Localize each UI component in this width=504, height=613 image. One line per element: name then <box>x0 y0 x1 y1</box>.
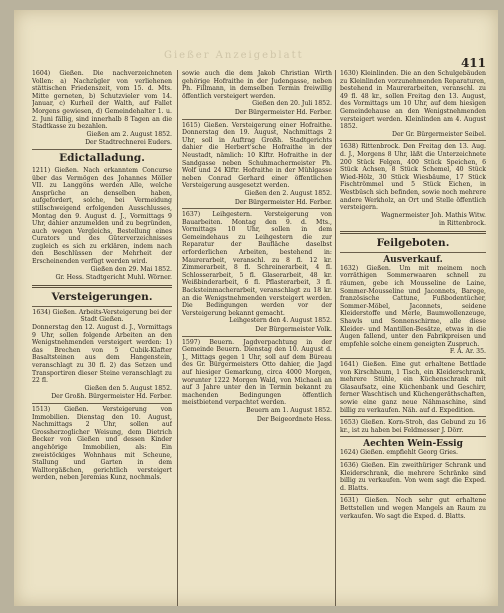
divider <box>340 358 486 359</box>
column-rule-2 <box>335 70 336 606</box>
page-number: 411 <box>460 56 486 70</box>
divider <box>32 403 172 404</box>
notice-1615 <box>182 122 332 207</box>
notice-text: 1604) Gießen. Die nachverzeichneten Vollen: a) Nachzügler von verliehenen stättischen Friedenszeit, vom 15. d. Mts. Mitte gerneten, b) Schutzvieler vom 14. Januar, c) Kurheil der Walth, auf Fallet Morgens gewiesen, d) Gemeindehalter 1. u. 2. Juni fällig, sind innerhalb 8 Tagen an die Stadtkasse zu bezahlen. <box>32 70 172 131</box>
section-title-edictalladung: Edictalladung. <box>59 151 145 164</box>
notice-signature: Der Großh. Bürgermeister Hd. Ferber. <box>51 393 172 401</box>
notice-text: sowie auch die dem Jakob Christian Wirth gehörige Hofraithe in der Judengasse, neben Ph. Fillmann, in demselben Termin freiwillig öffentlich versteigert werden. <box>182 70 332 100</box>
notice-date: Gießen am 2. August 1852. <box>86 130 172 138</box>
column-rule-1 <box>177 70 178 606</box>
notice-1632 <box>340 255 486 356</box>
notice-heading: Aechten Wein-Essig <box>363 439 463 450</box>
notice-1634 <box>32 309 172 401</box>
notice-1631 <box>340 497 486 520</box>
newspaper-page <box>14 10 498 606</box>
notice-text: 1637) Leihgestern. Versteigerung von Bauarbeiten. Montag den 9. d. Mts., Vormittags 10 Uhr, sollen in dem Gemeindehaus zu Leihgestern die zur Reparatur der Baufläche daselbst erforderlichen Arbeiten, bestehend in: Maurerarbeit, veranschl. zu 8 fl. 12 kr. Zimmerarbeit, 8 fl. Schreinerarbeit, 4 fl. Schlosserarbeit, 5 fl. Glaserarbeit, 48 kr. Weißbinderarbeit, 6 fl. Pflasterarbeit, 3 fl. Backsteinmacherarbeit, veranschlagt zu 18 kr. an die Wenigstnehmenden versteigert werden. Die Bedingungen werden vor der Versteigerung bekannt gemacht. <box>182 211 332 317</box>
notice-text: 1641) Gießen. Eine gut erhaltene Bettlade von Kirschbaum, 1 Tisch, ein Kleiderschrank, mehrere Stühle, ein Küchenschrank mit Glasaufsatz, eine Küchenbank und Geschirr, ferner Waschtisch und Küchengeräthschaften, sowie eine ganz neue Nähmaschine, sind billig zu verkaufen. Näh. auf d. Expedition. <box>340 361 486 414</box>
divider <box>182 208 332 209</box>
notice-1641 <box>340 361 486 414</box>
notice-signature: Gr. Hess. Stadtgericht Muhl. Wörner. <box>55 274 172 282</box>
notice-1637 <box>182 211 332 334</box>
faint-header: Gießer Anzeigeblatt <box>164 50 304 61</box>
notice-text: 1513) Gießen. Versteigerung von Immobilien. Dienstag den 10. August, Nachmittags 2 Uhr, sollen auf Grossherzoglicher Weisung, dem Dietrich Becker von Gießen und dessen Kinder angehörige Immobilien, als: Ein zweistöckiges Wohnhaus mit Scheune, Stallung und Garten in dem Walltorgäßchen, gerichtlich versteigert werden, neben Jeremias Kunz, nochmals. <box>32 405 172 482</box>
notice-date: Leihgestern den 4. August 1852. <box>229 317 332 325</box>
divider <box>182 336 332 337</box>
divider <box>340 252 486 253</box>
notice-header: 1634) Gießen. Arbeits-Versteigerung bei der Stadt Gießen. <box>32 308 172 324</box>
divider <box>340 140 486 141</box>
column-3 <box>340 70 486 606</box>
notice-1597 <box>182 339 332 424</box>
notice-text: 1636) Gießen. Ein zweithüriger Schrank und Kleiderschrank, die mehrere Schränke sind billig zu verkaufen. Von wem sagt die Exped. d. Blatts. <box>340 461 486 492</box>
notice-date: Gießen den 29. Mai 1852. <box>90 265 172 273</box>
notice-1638 <box>340 143 486 228</box>
notice-text: 1632) Gießen. Um mit meinem noch vorräthigen Sommerwaaren schnell zu räumen, gebe ich Mousseline de Laine, Sommer-Mousseline und Jaconnets, Barege, französische Cattune, Fußbodentücher, Sommer-Möbel, Jaconnets, seidene Kleiderstoffe und Merle, Baumwollenzeuge, Shawls und Sonnenschirme, alle diese Kleider- und Mantillen-Besätze, etwas in die Augen fallend, unter den Fabrikpreisen und empfehle solche einem geneigten Zuspruch. <box>340 264 486 348</box>
notice-text: 1615) Gießen. Versteigerung einer Hofraithe. Donnerstag den 19. August, Nachmittags 2 Uhr, soll in Auftrag Großh. Stadtgerichts dahier die Herbert'sche Hofraithe in der Neustadt, nämlich: 10 Klftr. Hofraithe in der Sandgasse neben Schuhmachermeister Ph. Wolf und 24 Klftr. Hofraithe in der Mühlgasse neben Conrad Gerhard einer öffentlichen Versteigerung ausgesetzt werden. <box>182 121 332 190</box>
divider <box>32 306 172 307</box>
notice-date: Gießen den 2. August 1852. <box>244 189 332 197</box>
notice-text: 1638) Rittenbrock. Den Freitag den 13. Aug. d. J., Morgens 8 Uhr, läßt die Unterzeichnete 200 Stück Felgen, 400 Stück Speichen, 6 Stück Achsen, 8 Stück Schemel, 40 Stück Wied-Hölz, 30 Stück Wiesbäume, 17 Stück Fischtrömmel und 5 Stück Eichen, in Westbüsch sich befinden, sowie noch mehrere andere Werkholz, an Ort und Stelle öffentlich versteigern. <box>340 143 486 212</box>
section-title-feilgeboten: Feilgeboten. <box>376 236 450 249</box>
notice-signature: F. A. Ar. 35. <box>449 348 486 356</box>
notice-signature: Der Bürgermeister Hd. Ferber. <box>234 198 332 206</box>
notice-1513 <box>32 406 172 482</box>
section-title-versteigerungen: Versteigerungen. <box>51 290 153 303</box>
notice-text: 1630) Kleinlinden. Die an den Schulgebäuden zu Kleinlinden vorzunehmenden Reparaturen, bestehend in Maurerarbeiten, veranschl. zu 49 fl. 48 kr., sollen Freitag den 13. August, des Vormittags um 10 Uhr, auf dem hiesigen Gemeindehause an den Wenigstnehmenden versteigert werden. Kleinlinden am 4. August 1852. <box>340 70 486 131</box>
notice-text: 1653) Gießen. Korn-Stroh, das Gebund zu 16 kr., ist zu haben bei Feldmesser J. Dörr. <box>340 419 486 434</box>
column-2 <box>182 70 332 606</box>
notice-date: Beuern am 1. August 1852. <box>246 406 332 414</box>
notice-1624 <box>340 439 486 457</box>
notice-heading: Ausverkauf. <box>383 254 443 265</box>
column-1 <box>32 70 172 606</box>
notice-signature: Der Bürgermeister Volk. <box>255 326 332 333</box>
notice-signature: Der Beigeordnete Hess. <box>256 415 332 423</box>
divider <box>182 119 332 120</box>
notice-text: 1597) Beuern. Jagdverpachtung in der Gemeinde Beuern. Dienstag den 10. August d. J., Mittags gegen 1 Uhr, soll auf dem Büreau des Gr. Bürgermeisters Otto dahier, die Jagd auf hiesiger Gemarkung, circa 4000 Morgen, worunter 1222 Morgen Wald, von Michaeli an auf 3 Jahre unter den in Termin bekannt zu machenden Bedingungen öffentlich meistbietend verpachtet werden. <box>182 338 332 407</box>
notice-text: Donnerstag den 12. August d. J., Vormittags 9 Uhr, sollen folgende Arbeiten an den Wenigstnehmenden versteigert werden: 1) das Brechen von 5 Cubik-Klafter Basaltsteinen aus dem Hangenstein, veranschlagt zu 30 fl. 2) das Setzen und Transportiren dieser Steine veranschlagt zu 22 fl. <box>32 324 172 385</box>
divider <box>32 149 172 150</box>
divider <box>340 416 486 417</box>
double-divider <box>340 231 486 234</box>
notice-signature: in Rittenbrock. <box>438 220 486 228</box>
notice-1653 <box>340 419 486 434</box>
notice-signature: Der Bürgermeister Hd. Ferber. <box>234 108 332 116</box>
notice-1604 <box>32 70 172 147</box>
notice-date: Gießen den 5. August 1852. <box>84 384 172 392</box>
notice-text: 1211) Gießen. Nach erkanntem Concurse über das Vermögen des Johannes Möller VII. zu Langgöns werden Alle, welche Ansprüche an denselben haben, aufgefordert, solche, bei Vermeidung stillschweigend erfolgenden Ausschlusses, Montag den 9. August d. J., Vormittags 9 Uhr, dahier anzumelden und zu begründen, auch wegen Vergleichs, Bestellung eines Curators und des Güterverzeichnisses zugleich es sich zu erklären, indem nach den Beschlüssen der Mehrheit der Erscheinenden verfügt werden wird. <box>32 166 172 266</box>
divider <box>340 459 486 460</box>
double-divider <box>32 285 172 288</box>
notice-1636 <box>340 462 486 492</box>
notice-date: Wagnermeister Joh. Mathis Witw. <box>381 211 486 219</box>
notice-signature: Der Stadtrechnerei Euders. <box>85 139 172 147</box>
notice-text: 1631) Gießen. Noch sehr gut erhaltene Bettstellen und wegen Mangels an Raum zu verkaufen. Wo sagt die Exped. d. Blatts. <box>340 497 486 520</box>
notice-date: Gießen den 20. Juli 1852. <box>252 100 332 108</box>
divider <box>340 436 486 437</box>
notice-1211 <box>32 167 172 282</box>
notice-cont <box>182 70 332 117</box>
notice-1630 <box>340 70 486 138</box>
notice-text: 1624) Gießen. empfiehlt Georg Gries. <box>340 449 459 457</box>
notice-signature: Der Gr. Bürgermeister Seibel. <box>392 130 486 138</box>
divider <box>340 494 486 495</box>
